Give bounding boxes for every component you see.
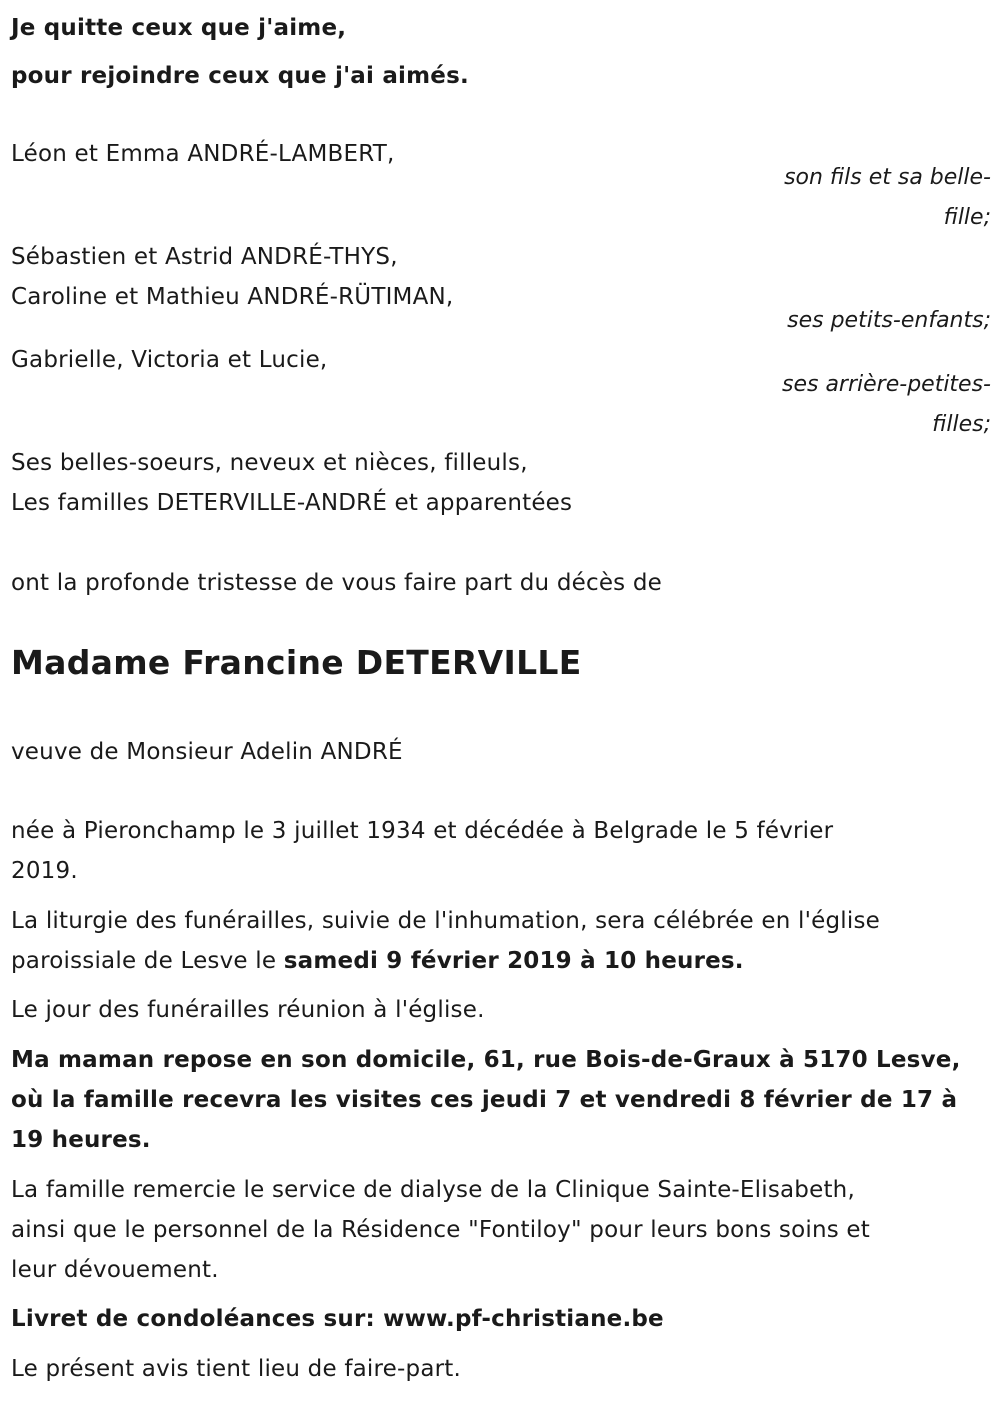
funeral-meeting: Le jour des funérailles réunion à l'église. bbox=[11, 997, 485, 1023]
condolences-link[interactable]: Livret de condoléances sur: www.pf-christiane.be bbox=[11, 1306, 664, 1332]
epigraph-line-1: Je quitte ceux que j'aime, bbox=[11, 15, 347, 41]
family-others-1: Ses belles-soeurs, neveux et nièces, filleuls, bbox=[11, 450, 528, 476]
visitation-line-3: 19 heures. bbox=[11, 1127, 151, 1153]
announcement: ont la profonde tristesse de vous faire part du décès de bbox=[11, 570, 663, 596]
role-son-line-1: son fils et sa belle- bbox=[784, 165, 991, 190]
funeral-line-1: La liturgie des funérailles, suivie de l'inhumation, sera célébrée en l'église bbox=[11, 908, 881, 934]
family-son: Léon et Emma ANDRÉ-LAMBERT, bbox=[11, 141, 395, 167]
role-great-grandchildren-line-1: ses arrière-petites- bbox=[782, 372, 991, 397]
birth-death-line-2: 2019. bbox=[11, 858, 78, 884]
family-grandchild-1: Sébastien et Astrid ANDRÉ-THYS, bbox=[11, 244, 398, 270]
thanks-line-2: ainsi que le personnel de la Résidence "Fontiloy" pour leurs bons soins et bbox=[11, 1217, 870, 1243]
widow-of: veuve de Monsieur Adelin ANDRÉ bbox=[11, 739, 403, 765]
funeral-line-2-text: paroissiale de Lesve le bbox=[11, 948, 284, 974]
family-grandchild-2: Caroline et Mathieu ANDRÉ-RÜTIMAN, bbox=[11, 284, 454, 310]
funeral-line-2 bbox=[11, 941, 744, 981]
funeral-date: samedi 9 février 2019 à 10 heures. bbox=[283, 948, 744, 974]
role-great-grandchildren-line-2: filles; bbox=[932, 412, 991, 437]
family-others-2: Les familles DETERVILLE-ANDRÉ et apparentées bbox=[11, 490, 573, 516]
deceased-name: Madame Francine DETERVILLE bbox=[11, 643, 582, 682]
visitation-line-1: Ma maman repose en son domicile, 61, rue Bois-de-Graux à 5170 Lesve, bbox=[11, 1047, 961, 1073]
role-grandchildren: ses petits-enfants; bbox=[787, 308, 991, 333]
birth-death-line-1: née à Pieronchamp le 3 juillet 1934 et décédée à Belgrade le 5 février bbox=[11, 818, 834, 844]
epigraph-line-2: pour rejoindre ceux que j'ai aimés. bbox=[11, 63, 469, 89]
thanks-line-1: La famille remercie le service de dialyse de la Clinique Sainte-Elisabeth, bbox=[11, 1177, 855, 1203]
thanks-line-3: leur dévouement. bbox=[11, 1257, 219, 1283]
role-son-line-2: fille; bbox=[943, 205, 991, 230]
family-great-grandchildren: Gabrielle, Victoria et Lucie, bbox=[11, 347, 328, 373]
visitation-line-2: où la famille recevra les visites ces jeudi 7 et vendredi 8 février de 17 à bbox=[11, 1087, 958, 1113]
notice-text: Le présent avis tient lieu de faire-part. bbox=[11, 1356, 462, 1382]
